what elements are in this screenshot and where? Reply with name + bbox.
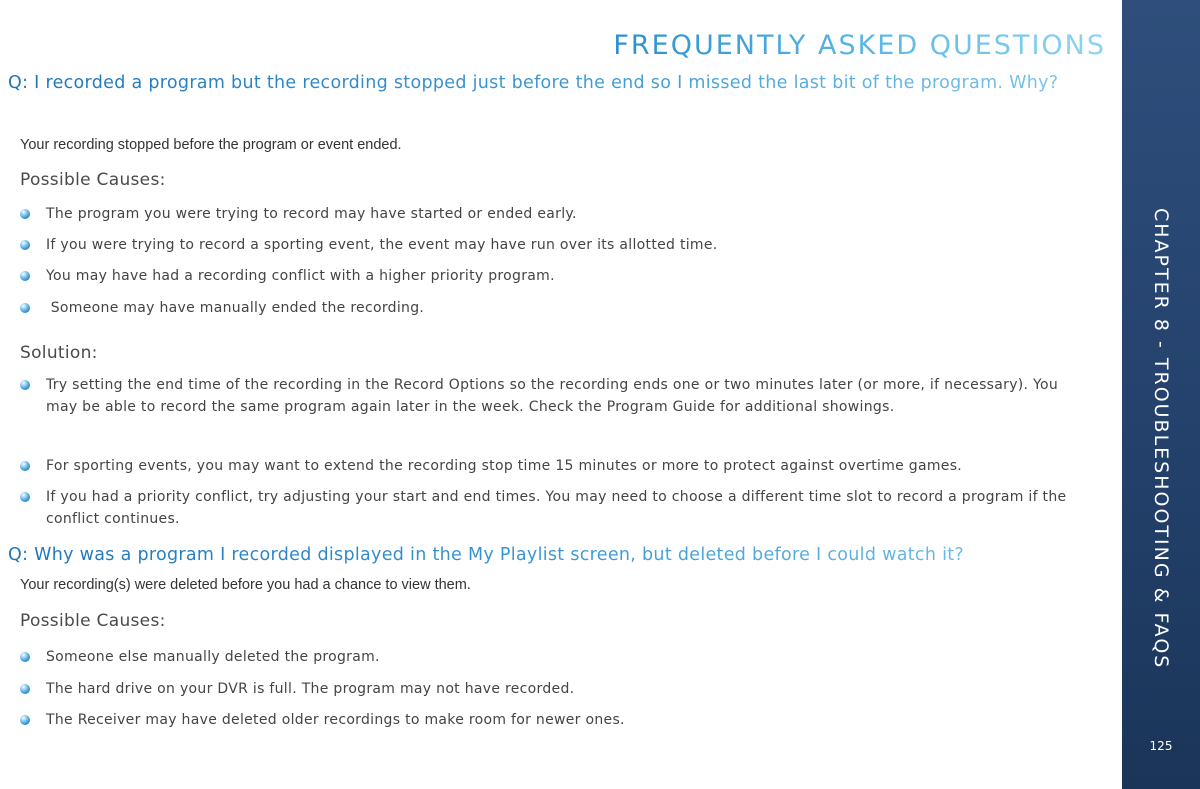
list-item-text: The hard drive on your DVR is full. The program may not have recorded. [46,681,575,697]
list-item [20,298,1080,320]
list-item-text: The Receiver may have deleted older recordings to make room for newer ones. [46,712,625,728]
bullet-icon [20,461,30,471]
possible-causes-heading-1: Possible Causes: [20,170,166,190]
faq-question-2: Q: Why was a program I recorded displayed in the My Playlist screen, but deleted before I could watch it? [8,542,1098,568]
list-item-text: You may have had a recording conflict with a higher priority program. [46,268,555,284]
chapter-sidebar [1122,0,1200,789]
page-title: FREQUENTLY ASKED QUESTIONS [613,30,1106,61]
solution-heading-1: Solution: [20,343,98,363]
list-item-text: Someone may have manually ended the recording. [46,300,425,316]
list-item-text: If you were trying to record a sporting event, the event may have run over its allotted time. [46,237,718,253]
question-text: Q: I recorded a program but the recording stopped just before the end so I missed the last bit of the program. Why? [8,73,1059,93]
list-item [20,235,1080,257]
chapter-title: CHAPTER 8 - TROUBLESHOOTING & FAQS [1150,208,1172,670]
list-item [20,487,1080,530]
page-number: 125 [1149,739,1173,753]
bullet-icon [20,715,30,725]
list-item-text: Someone else manually deleted the program. [46,649,380,665]
bullet-icon [20,380,30,390]
list-item [20,204,1080,226]
list-item-text: If you had a priority conflict, try adjusting your start and end times. You may need to choose a different time slot to record a program if the conflict continues. [46,489,1067,527]
list-item [20,456,1080,478]
bullet-icon [20,240,30,250]
list-item-text: The program you were trying to record may have started or ended early. [46,206,577,222]
faq-answer-intro-2: Your recording(s) were deleted before you had a chance to view them. [20,577,471,593]
bullet-icon [20,684,30,694]
list-item-text: Try setting the end time of the recording in the Record Options so the recording ends one or two minutes later (or more, if necessary). You may be able to record the same program again later in the week. Check the Program Guide for additional showings. [46,377,1059,415]
possible-causes-heading-2: Possible Causes: [20,611,166,631]
faq-question-1 [8,70,1098,96]
bullet-icon [20,303,30,313]
list-item-text: For sporting events, you may want to extend the recording stop time 15 minutes or more to protect against overtime games. [46,458,963,474]
bullet-icon [20,652,30,662]
faq-answer-intro-1: Your recording stopped before the program or event ended. [20,137,402,153]
bullet-icon [20,492,30,502]
list-item [20,375,1080,418]
list-item [20,266,1080,288]
list-item [20,647,1080,669]
bullet-icon [20,209,30,219]
list-item [20,710,1080,732]
bullet-icon [20,271,30,281]
list-item [20,679,1080,701]
